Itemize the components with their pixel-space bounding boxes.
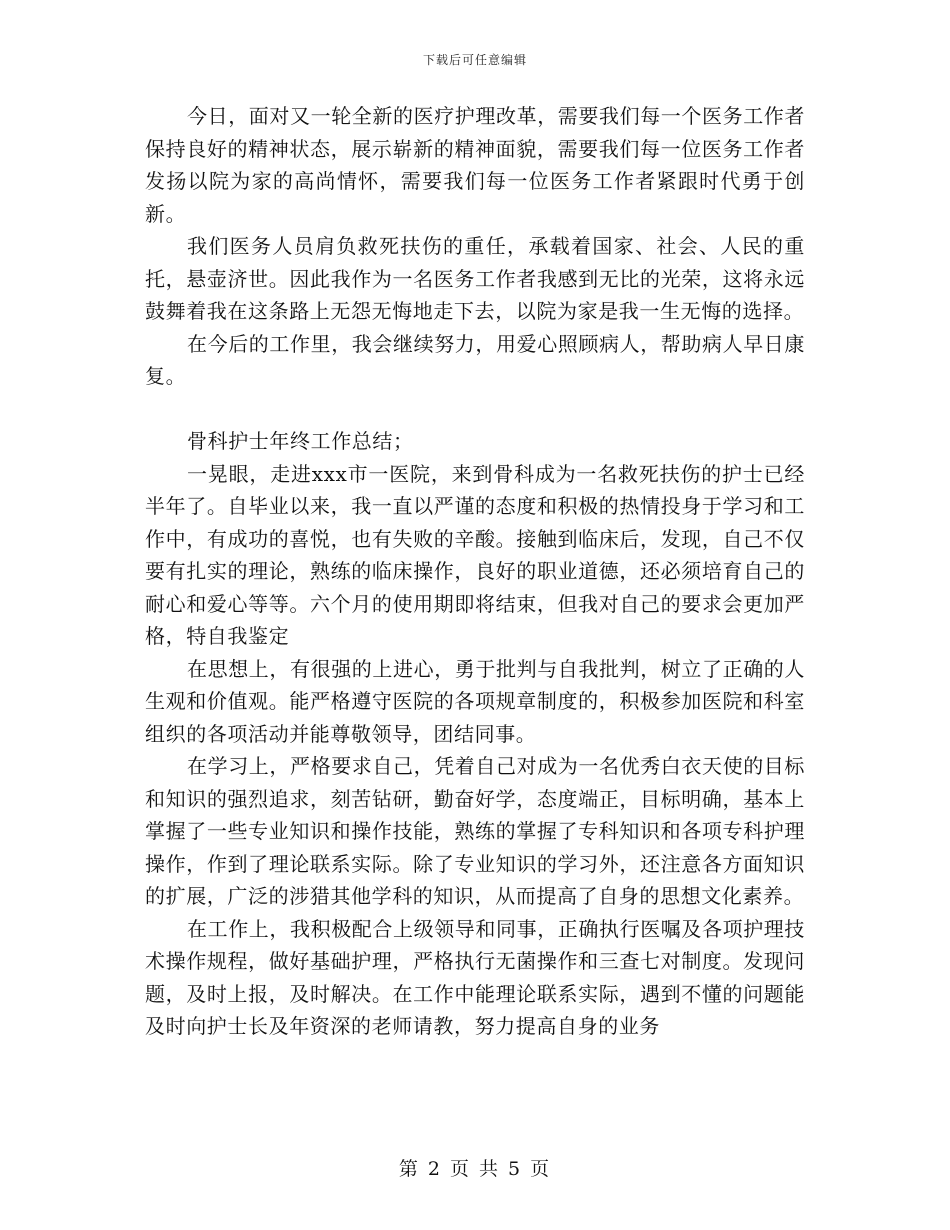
paragraph-work: 在工作上，我积极配合上级领导和同事，正确执行医嘱及各项护理技术操作规程，做好基础护理，严格执行无菌操作和三查七对制度。发现问题，及时上报，及时解决。在工作中能理论联系实际，遇到不懂的问题能及时向护士长及年资深的老师请教，努力提高自身的业务 (145, 916, 805, 1038)
document-body (145, 100, 805, 1043)
paragraph-responsibility: 我们医务人员肩负救死扶伤的重任，承载着国家、社会、人民的重托，悬壶济世。因此我作为一名医务工作者我感到无比的光荣，这将永远鼓舞着我在这条路上无怨无悔地走下去，以院为家是我一生无悔的选择。 (145, 234, 805, 323)
page-number-footer: 第 2 页 共 5 页 (398, 1158, 552, 1180)
paragraph-ideology: 在思想上，有很强的上进心，勇于批判与自我批判，树立了正确的人生观和价值观。能严格遵守医院的各项规章制度的，积极参加医院和科室组织的各项活动并能尊敬领导，团结同事。 (145, 656, 805, 746)
paragraph-introduction: 一晃眼，走进xxx市一医院，来到骨科成为一名救死扶伤的护士已经半年了。自毕业以来，我一直以严谨的态度和积极的热情投身于学习和工作中，有成功的喜悦，也有失败的辛酸。接触到临床后，发现，自己不仅要有扎实的理论，熟练的临床操作，良好的职业道德，还必须培育自己的耐心和爱心等等。六个月的使用期即将结束，但我对自己的要求会更加严格，特自我鉴定 (145, 461, 805, 648)
paragraph-spacer (145, 393, 805, 426)
section-title: 骨科护士年终工作总结； (187, 429, 414, 453)
paragraph-reform: 今日，面对又一轮全新的医疗护理改革，需要我们每一个医务工作者保持良好的精神状态，展示崭新的精神面貌，需要我们每一位医务工作者发扬以院为家的高尚情怀，需要我们每一位医务工作者紧跟时代勇于创新。 (145, 104, 805, 226)
paragraph-study: 在学习上，严格要求自己，凭着自己对成为一名优秀白衣天使的目标和知识的强烈追求，刻苦钻研，勤奋好学，态度端正，目标明确，基本上掌握了一些专业知识和操作技能，熟练的掌握了专科知识和各项专科护理操作，作到了理论联系实际。除了专业知识的学习外，还注意各方面知识的扩展，广泛的涉猎其他学科的知识，从而提高了自身的思想文化素养。 (145, 754, 805, 908)
page-header: 下载后可任意编辑 (422, 53, 527, 67)
paragraph-future-work: 在今后的工作里，我会继续努力，用爱心照顾病人，帮助病人早日康复。 (145, 331, 805, 388)
